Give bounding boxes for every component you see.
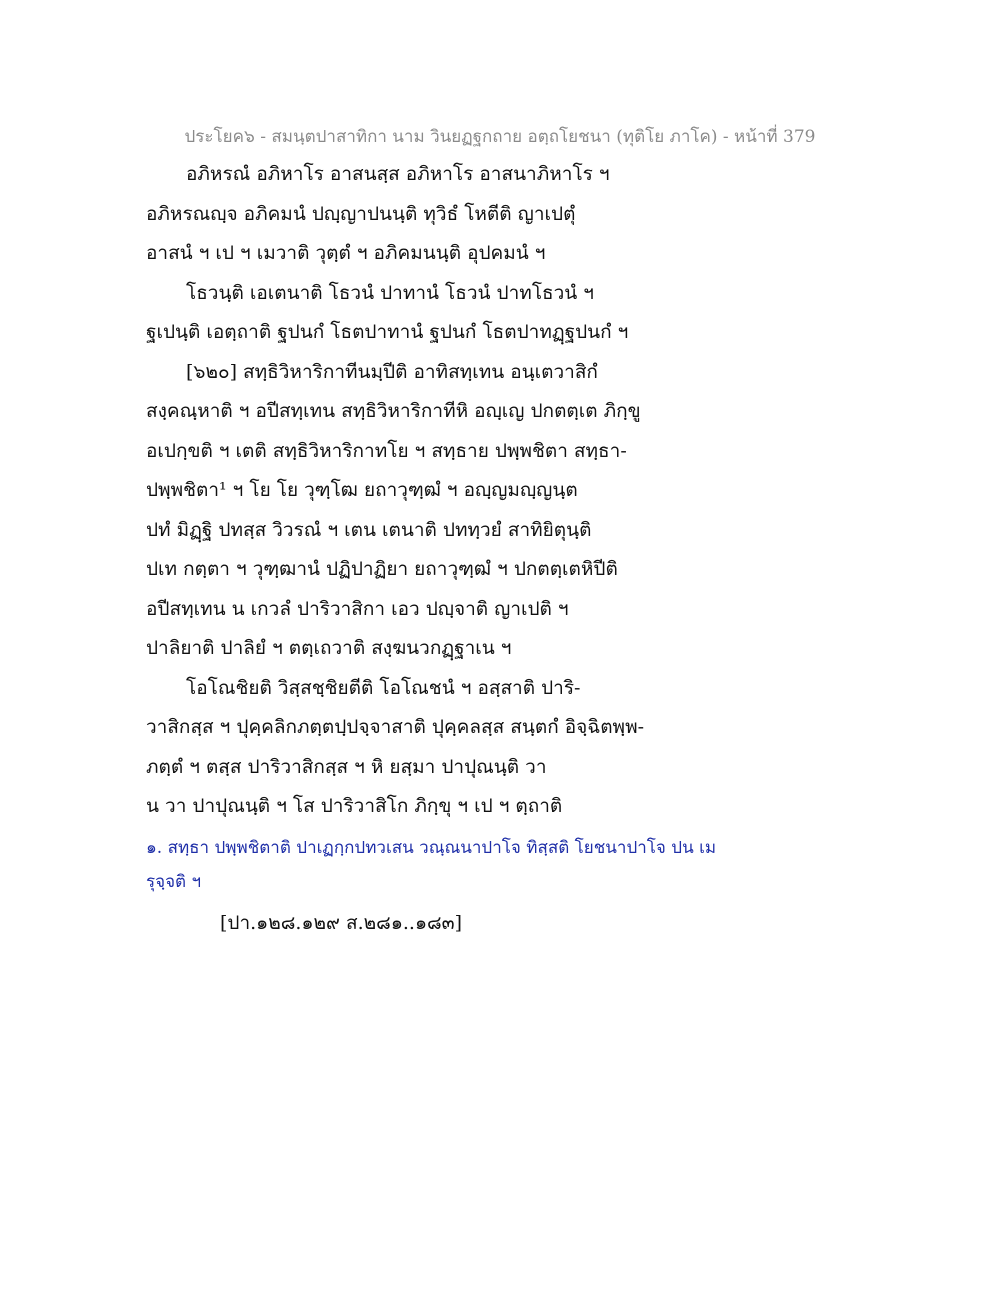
text-line: ปาลิยาติ ปาลิยํ ฯ ตตฺเถวาติ สงฺฆนวกฏฺฐาเน ฯ: [146, 637, 512, 659]
text-line: โอโณชิยติ วิสฺสชฺชิยตีติ โอโณชนํ ฯ อสฺสาติ ปาริ-: [186, 676, 581, 699]
text-line: ปเท กตฺตา ฯ วุฑฺฒานํ ปฏิปาฏิยา ยถาวุฑฺฒํ ฯ ปกตตฺเตหิปีติ: [146, 558, 618, 580]
text-line: ปทํ มิฏฺฐิ ปทสฺส วิวรณํ ฯ เตน เตนาติ ปททฺวยํ สาทิยิตุนฺติ: [146, 518, 592, 541]
footnote-line: ๑. สทฺธา ปพฺพชิตาติ ปาเฏกฺกปทวเสน วณฺณนาปาโจ ทิสฺสติ โยชนาปาโจ ปน เม: [146, 838, 717, 858]
text-line: สงฺคณฺหาติ ฯ อปีสทฺเทน สทฺธิวิหาริกาทีหิ อญฺเญ ปกตตฺเต ภิกฺขู: [146, 400, 641, 422]
page-reference: [ปา.๑๒๘.๑๒๙ ส.๒๘๑..๑๘๓]: [220, 912, 463, 934]
footnote: [146, 836, 846, 904]
text-line: วาสิกสฺส ฯ ปุคฺคลิกภตฺตปฺปจฺจาสาติ ปุคฺคลสฺส สนฺตกํ อิจฺฉิตพฺพ-: [146, 716, 645, 738]
text-line: อเปกฺขติ ฯ เตติ สทฺธิวิหาริกาทโย ฯ สทฺธาย ปพฺพชิตา สทฺธา-: [146, 439, 627, 462]
text-line: ภตฺตํ ฯ ตสฺส ปาริวาสิกสฺส ฯ หิ ยสฺมา ปาปุณนฺติ วา: [146, 755, 547, 778]
text-line: อภิหรณญฺจ อภิคมนํ ปญฺญาปนนฺติ ทุวิธํ โหตีติ ญาเปตุํ: [146, 202, 576, 225]
text-line: [๖๒๐] สทฺธิวิหาริกาทีนมฺปีติ อาทิสทฺเทน อนฺเตวาสิกํ: [186, 360, 598, 383]
text-line: อปีสทฺเทน น เกวลํ ปาริวาสิกา เอว ปญฺจาติ ญาเปติ ฯ: [146, 597, 569, 620]
text-line: ปพฺพชิตา¹ ฯ โย โย วุฑฺโฒ ยถาวุฑฺฒํ ฯ อญฺญมญฺญนฺต: [146, 479, 578, 501]
page-header: ประโยค๖ - สมนฺตปาสาทิกา นาม วินยฏฐกถาย อตฺถโยชนา (ทุติโย ภาโค) - หน้าที่ 379: [184, 127, 816, 147]
text-line: น วา ปาปุณนฺติ ฯ โส ปาริวาสิโก ภิกฺขุ ฯ เป ฯ ตฺถาติ: [146, 795, 563, 817]
text-line: ฐเปนฺติ เอตฺถาติ ฐปนกํ โธตปาทานํ ฐปนกํ โธตปาทฏฺฐปนกํ ฯ: [146, 321, 629, 343]
text-line: อภิหรณํ อภิหาโร อาสนสฺส อภิหาโร อาสนาภิหาโร ฯ: [186, 163, 610, 185]
body-text: [146, 160, 846, 832]
footnote-line: รุจฺจติ ฯ: [146, 872, 202, 892]
text-line: โธวนฺติ เอเตนาติ โธวนํ ปาทานํ โธวนํ ปาทโธวนํ ฯ: [186, 281, 594, 304]
text-line: อาสนํ ฯ เป ฯ เมวาติ วุตฺตํ ฯ อภิคมนนฺติ อุปคมนํ ฯ: [146, 242, 546, 264]
